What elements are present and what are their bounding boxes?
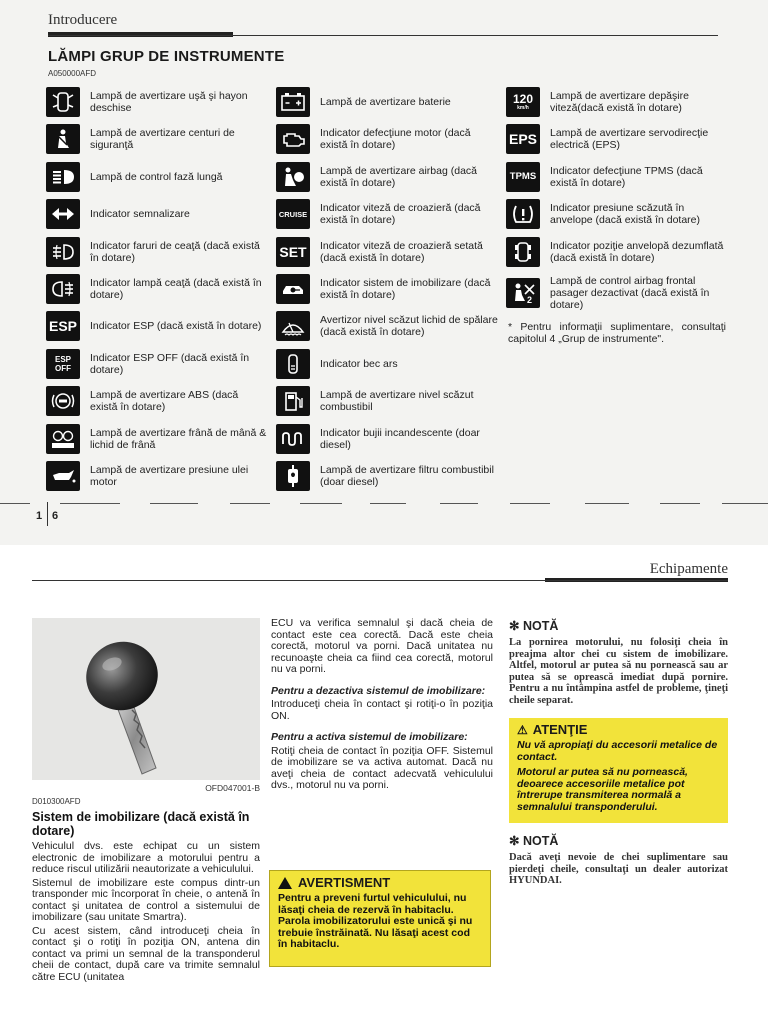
indicator-label: Avertizor nivel scăzut lichid de spălare (dacă există în dotare) <box>320 314 498 339</box>
indicator-item <box>46 196 268 232</box>
warning-box <box>269 870 491 967</box>
header-rule <box>32 580 728 581</box>
indicator-label: Lampă de avertizare baterie <box>320 96 451 108</box>
caution-title: ATENŢIE <box>532 722 588 737</box>
footnote: * Pentru informaţii suplimentare, consultaţi capitolul 4 „Grup de instrumente". <box>508 320 726 345</box>
section-title: LĂMPI GRUP DE INSTRUMENTE <box>48 48 285 65</box>
warning-heading <box>278 875 482 890</box>
indicator-item <box>46 159 268 195</box>
engine-check-icon <box>276 124 310 154</box>
overspeed-icon-value: 120 <box>512 92 534 106</box>
indicator-label: Indicator semnalizare <box>90 208 190 221</box>
indicator-column-1 <box>46 84 268 495</box>
warning-title: AVERTISMENT <box>298 875 391 890</box>
indicator-item <box>276 84 498 120</box>
indicator-label: Indicator poziţie anvelopă dezumflată (dacă există în dotare) <box>550 239 724 264</box>
footer-dash <box>722 503 768 504</box>
indicator-item <box>276 458 498 494</box>
indicator-item <box>46 234 268 270</box>
indicator-item <box>46 121 268 157</box>
note-heading: ✻ NOTĂ <box>509 619 559 633</box>
indicator-label: Lampă de avertizare airbag (dacă există în dotare) <box>320 164 478 189</box>
airbag-icon <box>276 162 310 192</box>
page-footer <box>0 502 768 532</box>
header-rule <box>48 35 718 36</box>
footer-dash <box>60 503 120 504</box>
indicator-item <box>506 196 726 232</box>
paragraph: Introduceţi cheia în contact şi rotiţi-o în poziţia ON. <box>271 698 493 722</box>
seatbelt-icon <box>46 124 80 154</box>
paragraph: Rotiţi cheia de contact în poziţia OFF. Sistemul de imobilizare se va activa automat. Dacă nu aveţi cheia de contact adecvată vehiculului dvs., motorul nu va porni. <box>271 744 493 791</box>
chapter-number: 1 <box>36 510 43 522</box>
section-title: Sistem de imobilizare (dacă există în dotare) <box>32 810 250 838</box>
indicator-label: Indicator bec ars <box>320 357 398 370</box>
tpms-icon: TPMS <box>506 162 540 192</box>
tire-position-icon <box>506 237 540 267</box>
indicator-item <box>276 196 498 232</box>
bulb-icon <box>276 349 310 379</box>
rear-fog-icon <box>46 274 80 304</box>
footer-dash <box>230 503 270 504</box>
door-open-icon <box>46 87 80 117</box>
indicator-label: Lampă de avertizare servodirecţie electrică (EPS) <box>550 127 709 152</box>
activate-heading: Pentru a activa sistemul de imobilizare: <box>271 731 468 743</box>
indicator-item <box>46 271 268 307</box>
svg-text:2: 2 <box>527 294 533 304</box>
page-header: Echipamente <box>649 561 728 577</box>
high-beam-icon <box>46 162 80 192</box>
text-column-3 <box>509 618 728 887</box>
indicator-item <box>46 308 268 344</box>
indicator-label: Indicator viteză de croazieră setată (dacă există în dotare) <box>320 239 483 264</box>
overspeed-icon <box>506 87 540 117</box>
caution-heading <box>517 722 720 737</box>
fuel-icon <box>276 386 310 416</box>
eps-icon: EPS <box>506 124 540 154</box>
indicator-label: Lampă de avertizare ABS (dacă există în dotare) <box>90 389 239 414</box>
indicator-item <box>276 121 498 157</box>
footer-dash <box>300 503 342 504</box>
indicator-label: Lampă de avertizare presiune ulei motor <box>90 463 249 488</box>
section-code: D010300AFD <box>32 797 81 806</box>
note-text: La pornirea motorului, nu folosiţi cheia în preajma altor chei cu sistem de imobilizare. Altfel, motorul ar putea să nu pornească sau ar putea să se oprească imediat după pornire. Pentru a nu întâmpina astfel de probleme, ţineţi cheile separat. <box>509 637 728 706</box>
footer-dash <box>660 503 700 504</box>
turn-signal-icon <box>46 199 80 229</box>
indicator-item <box>46 421 268 457</box>
esp-off-icon <box>46 349 80 379</box>
note-text: Dacă aveţi nevoie de chei suplimentare sau pierdeţi cheile, consultaţi un dealer autorizat HYUNDAI. <box>509 852 728 886</box>
indicator-item <box>46 383 268 419</box>
indicator-item <box>46 346 268 382</box>
footer-dash <box>510 503 550 504</box>
indicator-item <box>276 383 498 419</box>
immobilizer-icon <box>276 274 310 304</box>
page-number: 6 <box>52 510 59 522</box>
indicator-item <box>506 84 726 120</box>
page-header: Introducere <box>48 12 118 28</box>
indicator-label: Lampă de control airbag frontal pasager dezactivat (dacă există în dotare) <box>550 274 710 311</box>
indicator-column-2 <box>276 84 498 495</box>
glow-plug-icon <box>276 424 310 454</box>
paragraph: Sistemul de imobilizare este compus dintr-un transponder mic încorporat în cheie, o antenă în contact şi unitatea de control a sistemului de imobilizare (sau unitate Smartra). <box>32 876 260 923</box>
indicator-column-3 <box>506 84 726 345</box>
cruise-icon: CRUISE <box>276 199 310 229</box>
warning-text: Pentru a preveni furtul vehiculului, nu lăsaţi cheia de rezervă în habitaclu. Parola imobilizatorului este unică şi nu trebuie înstrăinată. Nu lăsaţi acest cod în habitaclu. <box>278 892 473 950</box>
indicator-label: Lampă de avertizare uşă şi hayon deschise <box>90 90 248 114</box>
key-photo <box>32 618 260 780</box>
indicator-label: Lampă de control fază lungă <box>90 170 223 183</box>
indicator-label: Indicator ESP OFF (dacă există în dotare) <box>90 351 250 376</box>
deactivate-heading: Pentru a dezactiva sistemul de imobilizare: <box>271 684 486 697</box>
caution-icon: ⚠ <box>517 722 528 737</box>
set-icon: SET <box>276 237 310 267</box>
caution-box <box>509 718 728 823</box>
indicator-label: Lampă de avertizare centuri de siguranţă <box>90 127 235 152</box>
front-fog-icon <box>46 237 80 267</box>
paragraph: ECU va verifica semnalul şi dacă cheia de contact este cea corectă. Dacă este cheia corectă, motorul va porni. Dacă unitatea nu recunoaşte cheia ca fiind cea corectă, motorul nu va porni. <box>271 617 493 675</box>
text-column-2 <box>271 618 493 794</box>
indicator-label: Indicator sistem de imobilizare (dacă există în dotare) <box>320 276 491 301</box>
indicator-item <box>276 421 498 457</box>
caution-paragraph: Nu vă apropiaţi du accesorii metalice de contact. <box>517 739 718 763</box>
indicator-label: Indicator defecţiune TPMS (dacă există în dotare) <box>550 164 703 189</box>
indicator-label: Lampă de avertizare filtru combustibil (doar diesel) <box>320 463 494 488</box>
washer-fluid-icon <box>276 311 310 341</box>
fuel-filter-icon <box>276 461 310 491</box>
footer-dash <box>585 503 629 504</box>
indicator-item <box>276 308 498 344</box>
section-code: A050000AFD <box>48 69 97 78</box>
warning-icon <box>278 877 292 889</box>
indicator-label: Indicator viteză de croazieră (dacă există în dotare) <box>320 202 481 227</box>
indicator-label: Lampă de avertizare nivel scăzut combustibil <box>320 389 474 414</box>
manual-page-bottom <box>0 545 768 1024</box>
paragraph: Cu acest sistem, când introduceţi cheia în contact şi o rotiţi în poziţia ON, antena din contact va primi un semnal de la transponderul cheii de contact, după care va trimite semnalul către ECU (unitatea <box>32 924 260 983</box>
indicator-item <box>276 234 498 270</box>
note-block-2 <box>509 833 728 887</box>
brake-icon <box>46 424 80 454</box>
footer-dash <box>370 503 406 504</box>
esp-off-icon-line1: ESP <box>54 354 71 364</box>
indicator-item <box>276 346 498 382</box>
indicator-label: Indicator lampă ceaţă (dacă există în dotare) <box>90 276 262 301</box>
indicator-label: Indicator ESP (dacă există în dotare) <box>90 320 262 333</box>
overspeed-icon-unit: km/h <box>517 105 529 111</box>
indicator-label: Lampă de avertizare frână de mână & lichid de frână <box>90 426 267 451</box>
low-tire-pressure-icon <box>506 199 540 229</box>
esp-icon: ESP <box>46 311 80 341</box>
indicator-item <box>46 84 268 120</box>
indicator-item <box>276 271 498 307</box>
indicator-item <box>506 234 726 270</box>
esp-off-icon-line2: OFF <box>55 363 71 373</box>
indicator-item <box>46 458 268 494</box>
indicator-label: Indicator presiune scăzută în anvelope (dacă există în dotare) <box>550 202 701 227</box>
passenger-airbag-off-icon <box>506 278 540 308</box>
photo-caption: OFD047001-B <box>205 783 260 793</box>
indicator-item <box>506 271 726 315</box>
footer-dash <box>440 503 478 504</box>
indicator-label: Indicator bujii incandescente (doar diesel) <box>320 426 480 451</box>
note-heading: ✻ NOTĂ <box>509 834 559 848</box>
indicator-item <box>506 121 726 157</box>
oil-pressure-icon <box>46 461 80 491</box>
paragraph: Vehiculul dvs. este echipat cu un sistem electronic de imobilizare a motorului pentru a reduce riscul utilizării neautorizate a vehiculului. <box>32 840 260 875</box>
footer-dash <box>150 503 198 504</box>
indicator-label: Indicator defecţiune motor (dacă există în dotare) <box>320 127 471 152</box>
battery-icon <box>276 87 310 117</box>
abs-icon <box>46 386 80 416</box>
caution-text <box>517 740 720 813</box>
indicator-label: Lampă de avertizare depăşire viteză(dacă există în dotare) <box>550 90 689 114</box>
indicator-label: Indicator faruri de ceaţă (dacă există în dotare) <box>90 239 260 264</box>
indicator-item <box>276 159 498 195</box>
page-number-divider <box>47 502 48 526</box>
text-column-1 <box>32 841 260 985</box>
caution-paragraph: Motorul ar putea să nu pornească, deoarece accesoriile metalice pot întrerupe transmiterea normală a semnalului transponderului. <box>517 766 688 813</box>
footer-dash <box>0 503 30 504</box>
indicator-item <box>506 159 726 195</box>
